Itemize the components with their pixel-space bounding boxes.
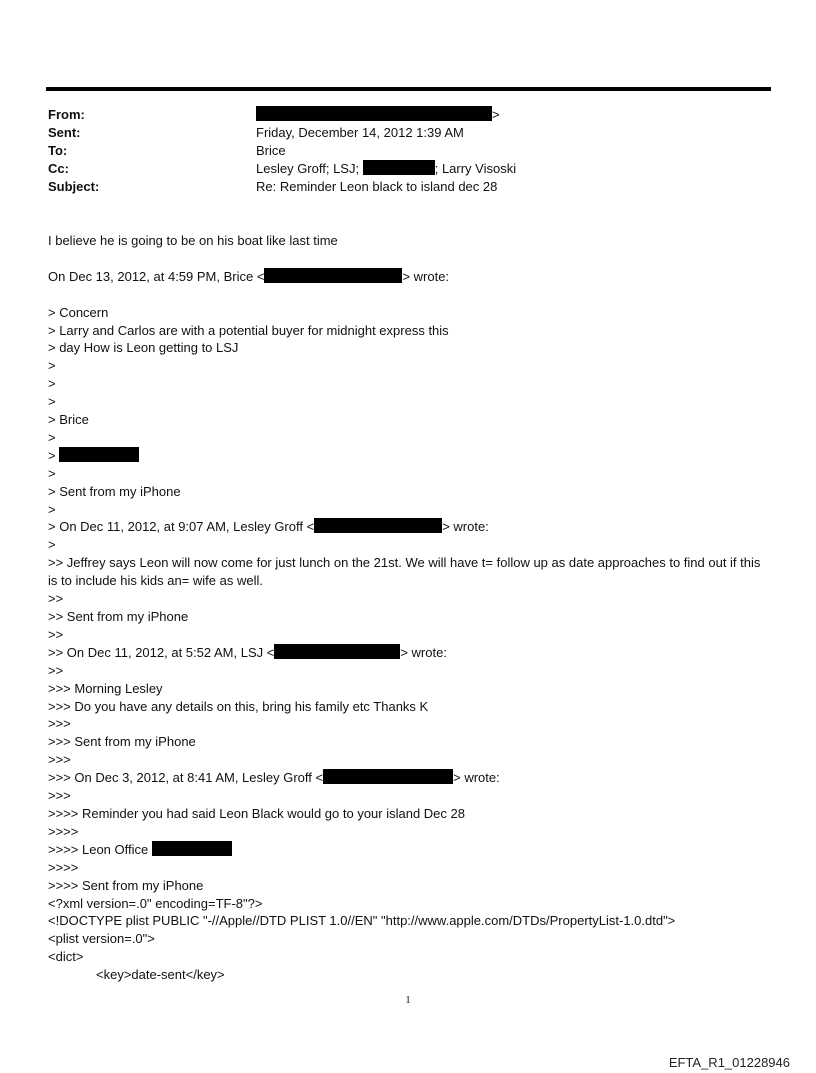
body-line: >>>: [48, 788, 71, 804]
email-body: [48, 232, 773, 984]
body-line: <plist version=.0">: [48, 931, 155, 947]
body-line: >: [48, 394, 56, 410]
body-line: [48, 644, 773, 662]
body-text: >> On Dec 11, 2012, at 5:52 AM, LSJ <: [48, 644, 275, 660]
blank-line: [48, 286, 773, 304]
body-line: >>> Do you have any details on this, bring his family etc Thanks K: [48, 698, 429, 714]
body-text: > On Dec 11, 2012, at 9:07 AM, Lesley Groff <: [48, 519, 315, 535]
body-line: >: [48, 429, 56, 445]
body-text: > wrote:: [400, 644, 447, 660]
body-line: >>>> Reminder you had said Leon Black would go to your island Dec 28: [48, 805, 465, 821]
redaction-bar: [274, 644, 400, 659]
body-line: <?xml version=.0" encoding=TF-8"?>: [48, 895, 263, 911]
body-text: > wrote:: [442, 519, 489, 535]
body-line: >: [48, 537, 56, 553]
redaction-bar: [256, 106, 492, 121]
cc-label: Cc:: [48, 161, 69, 176]
sent-label: Sent:: [48, 125, 81, 140]
body-line: >>>>: [48, 823, 79, 839]
body-text: > wrote:: [453, 770, 500, 786]
body-line: > day How is Leon getting to LSJ: [48, 340, 239, 356]
body-text: > wrote:: [402, 268, 450, 284]
redaction-bar: [59, 447, 139, 462]
body-line: >>: [48, 626, 64, 642]
redaction-bar: [363, 160, 435, 175]
body-line: >: [48, 465, 56, 481]
subject-label: Subject:: [48, 179, 100, 194]
body-line: >>>>: [48, 859, 79, 875]
from-suffix: >: [492, 107, 500, 122]
from-value: [256, 106, 500, 124]
subject-value: Re: Reminder Leon black to island dec 28: [256, 179, 498, 194]
body-line: > Brice: [48, 412, 89, 428]
body-text: On Dec 13, 2012, at 4:59 PM, Brice <: [48, 268, 265, 284]
header-rule: [46, 87, 771, 91]
body-line: >>: [48, 591, 64, 607]
redaction-bar: [323, 769, 453, 784]
body-line: [48, 841, 773, 859]
body-line: >: [48, 376, 56, 392]
body-line: <key>date-sent</key>: [96, 967, 225, 983]
body-text: >>>> Leon Office: [48, 841, 152, 857]
cc-part1: Lesley Groff; LSJ;: [256, 161, 360, 176]
redaction-bar: [314, 518, 442, 533]
document-id: EFTA_R1_01228946: [668, 1055, 790, 1070]
body-line: >>>> Sent from my iPhone: [48, 877, 204, 893]
blank-line: [48, 250, 773, 268]
body-line: >>: [48, 662, 64, 678]
body-line: >>> Sent from my iPhone: [48, 734, 196, 750]
from-label: From:: [48, 107, 85, 122]
page-number: 1: [405, 994, 411, 1006]
body-line: >>>: [48, 716, 71, 732]
redaction-bar: [264, 268, 402, 283]
body-line: I believe he is going to be on his boat like last time: [48, 233, 338, 248]
body-line: > Larry and Carlos are with a potential buyer for midnight express this: [48, 322, 449, 338]
body-line: >> Sent from my iPhone: [48, 609, 189, 624]
cc-value: [256, 160, 516, 178]
body-line: >: [48, 501, 56, 517]
body-line: <!DOCTYPE plist PUBLIC "-//Apple//DTD PLIST 1.0//EN" "http://www.apple.com/DTDs/PropertyList-1.0.dtd">: [48, 913, 676, 929]
to-value: Brice: [256, 143, 286, 158]
to-label: To:: [48, 143, 68, 158]
body-line: [48, 518, 773, 536]
body-text: >: [48, 447, 56, 463]
body-line: [48, 769, 773, 787]
body-text: >>> On Dec 3, 2012, at 8:41 AM, Lesley Groff <: [48, 770, 324, 786]
body-line: <dict>: [48, 949, 84, 965]
redaction-bar: [152, 841, 232, 856]
body-line: > Concern: [48, 304, 109, 320]
body-line: [48, 447, 773, 465]
body-line: >: [48, 358, 56, 374]
cc-part2: ; Larry Visoski: [434, 161, 517, 176]
body-line: > Sent from my iPhone: [48, 483, 181, 499]
body-line: >> Jeffrey says Leon will now come for just lunch on the 21st. We will have t= follow up as date approaches to find out if this is to include his kids an= wife as well.: [48, 555, 761, 589]
body-line: >>>: [48, 752, 71, 768]
sent-value: Friday, December 14, 2012 1:39 AM: [256, 125, 464, 140]
body-line: >>> Morning Lesley: [48, 680, 163, 696]
body-line: [48, 268, 773, 286]
